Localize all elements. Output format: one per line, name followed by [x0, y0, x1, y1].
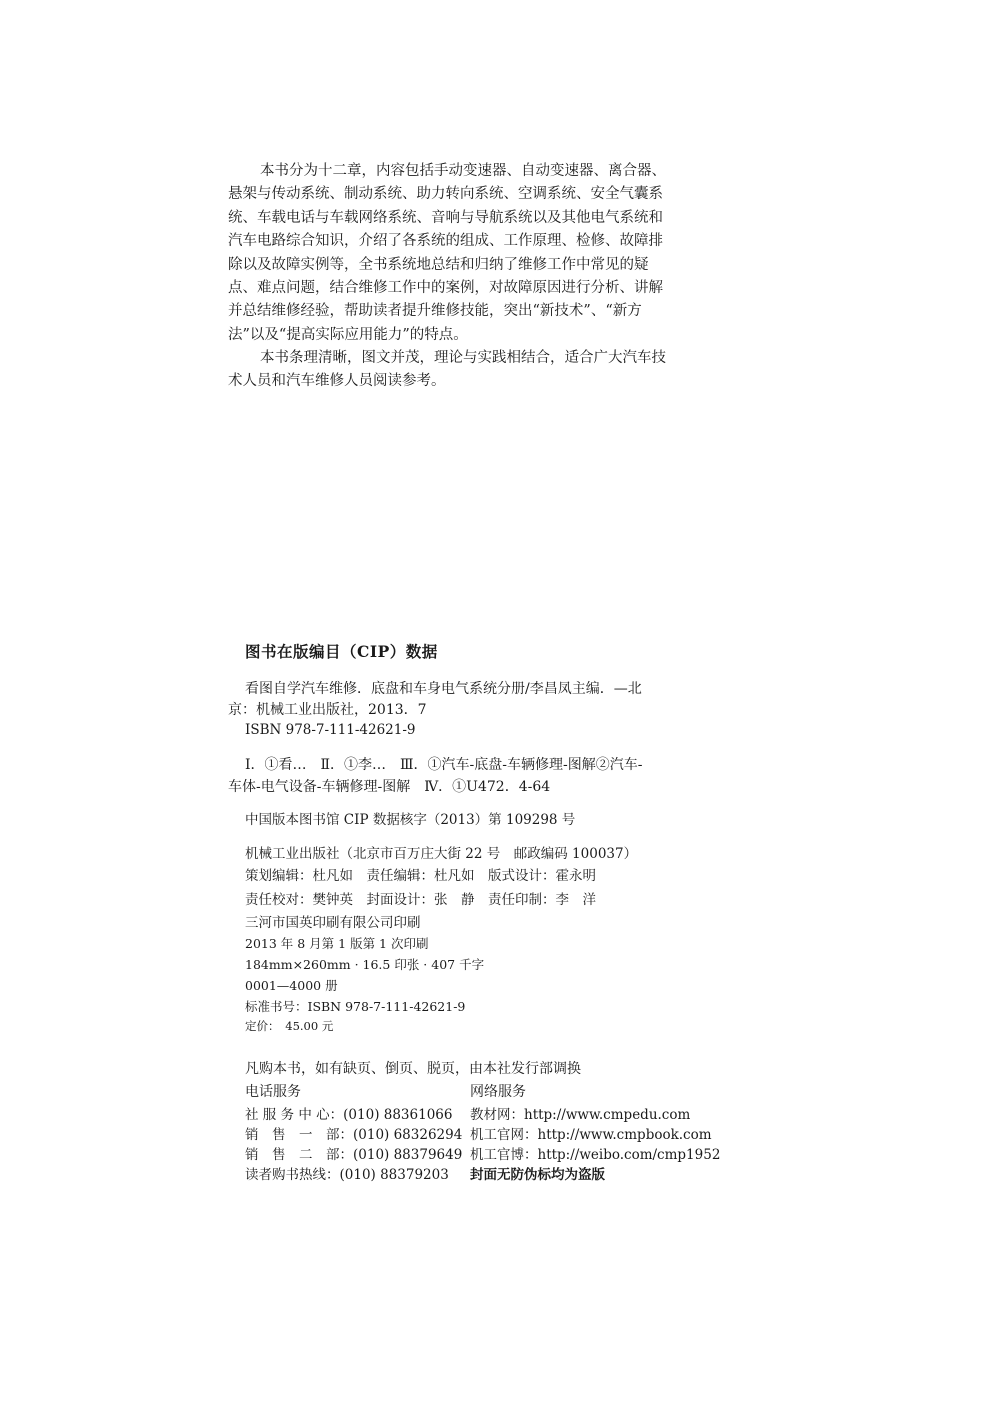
intro-line: 汽车电路综合知识，介绍了各系统的组成、工作原理、检修、故障排: [228, 233, 663, 249]
publisher-printer: 三河市国英印刷有限公司印刷: [245, 915, 421, 931]
publisher-print-run: 0001—4000 册: [245, 978, 338, 993]
publisher-format: 184mm×260mm · 16.5 印张 · 407 千字: [245, 957, 485, 972]
cip-isbn: ISBN 978-7-111-42621-9: [245, 722, 416, 738]
cip-title: 图书在版编目（CIP）数据: [245, 642, 438, 661]
phone-row: 销 售 一 部：(010) 68326294: [245, 1127, 463, 1143]
publisher-price: 定价： 45.00 元: [245, 1019, 334, 1033]
cip-library-record: 中国版本图书馆 CIP 数据核字（2013）第 109298 号: [245, 812, 576, 828]
service-notice: 凡购本书，如有缺页、倒页、脱页，由本社发行部调换: [245, 1061, 581, 1077]
cip-entry-line: 京：机械工业出版社，2013．7: [228, 702, 427, 718]
intro-line: 除以及故障实例等，全书系统地总结和归纳了维修工作中常见的疑: [228, 257, 649, 273]
intro-line: 悬架与传动系统、制动系统、助力转向系统、空调系统、安全气囊系: [228, 186, 663, 202]
intro-line: 本书条理清晰，图文并茂，理论与实践相结合，适合广大汽车技: [260, 350, 666, 366]
intro-line: 统、车载电话与车载网络系统、音响与导航系统以及其他电气系统和: [228, 210, 663, 226]
phone-row: 读者购书热线：(010) 88379203: [245, 1167, 449, 1183]
intro-line: 法”以及“提高实际应用能力”的特点。: [228, 327, 468, 343]
phone-service-header: 电话服务: [245, 1084, 301, 1100]
phone-row: 销 售 二 部：(010) 88379649: [245, 1147, 463, 1163]
phone-row: 社 服 务 中 心：(010) 88361066: [245, 1107, 453, 1123]
cip-class-line: Ⅰ．①看… Ⅱ．①李… Ⅲ．①汽车-底盘-车辆修理-图解②汽车-: [245, 757, 643, 773]
web-row: 机工官博：http://weibo.com/cmp1952: [470, 1147, 721, 1163]
web-row: 教材网：http://www.cmpedu.com: [470, 1107, 691, 1123]
web-row: 机工官网：http://www.cmpbook.com: [470, 1127, 712, 1143]
publisher-standard-isbn: 标准书号：ISBN 978-7-111-42621-9: [245, 999, 466, 1014]
intro-line: 本书分为十二章，内容包括手动变速器、自动变速器、离合器、: [260, 163, 666, 179]
web-service-header: 网络服务: [470, 1084, 526, 1100]
anti-counterfeit-notice: 封面无防伪标均为盗版: [470, 1167, 605, 1183]
cip-entry-line: 看图自学汽车维修．底盘和车身电气系统分册/李昌凤主编．—北: [245, 681, 642, 697]
publisher-editors: 策划编辑：杜凡如 责任编辑：杜凡如 版式设计：霍永明: [245, 868, 596, 884]
publisher-name: 机械工业出版社（北京市百万庄大街 22 号 邮政编码 100037）: [245, 846, 638, 862]
cip-class-line: 车体-电气设备-车辆修理-图解 Ⅳ．①U472．4-64: [228, 779, 551, 795]
intro-line: 并总结维修经验，帮助读者提升维修技能，突出“新技术”、“新方: [228, 303, 642, 319]
publisher-edition: 2013 年 8 月第 1 版第 1 次印刷: [245, 936, 429, 951]
intro-line: 术人员和汽车维修人员阅读参考。: [228, 373, 446, 389]
intro-line: 点、难点问题，结合维修工作中的案例，对故障原因进行分析、讲解: [228, 280, 663, 296]
publisher-proofing: 责任校对：樊钟英 封面设计：张 静 责任印制：李 洋: [245, 892, 596, 908]
